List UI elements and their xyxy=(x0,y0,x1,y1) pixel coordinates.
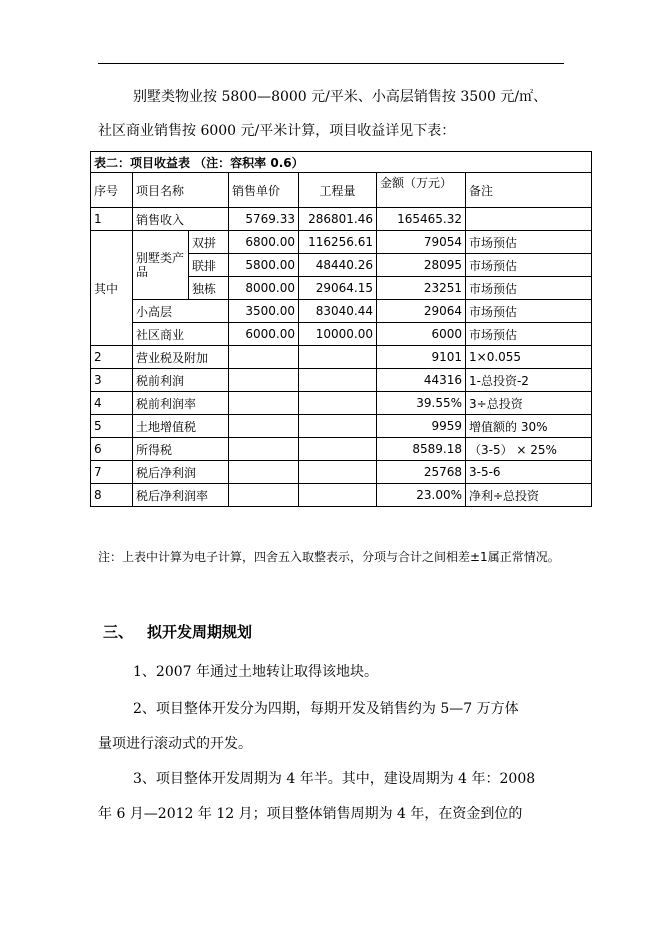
cell-amount: 23251 xyxy=(377,277,466,300)
cell-remark xyxy=(466,208,592,231)
cell-seq: 3 xyxy=(91,369,133,392)
cell-quantity: 116256.61 xyxy=(299,231,377,254)
section-number: 三、 xyxy=(103,623,134,641)
plan-item-2-line-1: 2、项目整体开发分为四期，每期开发及销售约为 5—7 万方体 xyxy=(133,701,519,717)
cell-remark: 3-5-6 xyxy=(466,461,592,484)
cell-amount: 79054 xyxy=(377,231,466,254)
cell-seq: 7 xyxy=(91,461,133,484)
revenue-table xyxy=(90,151,592,507)
table-row xyxy=(91,461,592,484)
cell-amount: 23.00% xyxy=(377,484,466,507)
cell-price: 5800.00 xyxy=(229,254,299,277)
cell-amount: 9101 xyxy=(377,346,466,369)
cell-name: 所得税 xyxy=(133,438,229,461)
cell-name: 双拼 xyxy=(189,231,229,254)
header-name: 项目名称 xyxy=(133,173,229,208)
table-row xyxy=(91,208,592,231)
cell-remark: 净利÷总投资 xyxy=(466,484,592,507)
cell-price: 6000.00 xyxy=(229,323,299,346)
header-rule xyxy=(98,63,564,64)
intro-line-2: 社区商业销售按 6000 元/平米计算，项目收益详见下表： xyxy=(98,123,456,139)
header-quantity: 工程量 xyxy=(299,173,377,208)
cell-name: 土地增值税 xyxy=(133,415,229,438)
cell-seq: 1 xyxy=(91,208,133,231)
cell-name: 小高层 xyxy=(133,300,229,323)
cell-price: 6800.00 xyxy=(229,231,299,254)
cell-seq: 4 xyxy=(91,392,133,415)
header-amount: 金额（万元） xyxy=(377,173,466,208)
cell-name: 联排 xyxy=(189,254,229,277)
cell-remark: 市场预估 xyxy=(466,254,592,277)
cell-amount: 6000 xyxy=(377,323,466,346)
cell-remark: （3-5） × 25% xyxy=(466,438,592,461)
cell-name: 销售收入 xyxy=(133,208,229,231)
cell-seq: 6 xyxy=(91,438,133,461)
cell-remark: 1-总投资-2 xyxy=(466,369,592,392)
cell-name: 税前利润 xyxy=(133,369,229,392)
cell-price: 8000.00 xyxy=(229,277,299,300)
cell-quantity: 29064.15 xyxy=(299,277,377,300)
table-header-row xyxy=(91,173,592,208)
plan-item-3-line-2: 年 6 月—2012 年 12 月；项目整体销售周期为 4 年，在资金到位的 xyxy=(98,806,523,822)
table-row xyxy=(91,231,592,254)
cell-amount: 25768 xyxy=(377,461,466,484)
table-row xyxy=(91,438,592,461)
table-row xyxy=(91,484,592,507)
cell-remark: 1×0.055 xyxy=(466,346,592,369)
cell-quantity: 48440.26 xyxy=(299,254,377,277)
cell-name: 税后净利润率 xyxy=(133,484,229,507)
cell-quantity: 286801.46 xyxy=(299,208,377,231)
villa-label: 别墅类产品 xyxy=(133,231,189,300)
cell-remark: 市场预估 xyxy=(466,277,592,300)
cell-amount: 165465.32 xyxy=(377,208,466,231)
table-row xyxy=(91,323,592,346)
cell-name: 独栋 xyxy=(189,277,229,300)
table-row xyxy=(91,369,592,392)
cell-remark: 增值额的 30% xyxy=(466,415,592,438)
cell-remark: 市场预估 xyxy=(466,323,592,346)
cell-seq: 2 xyxy=(91,346,133,369)
cell-name: 税前利润率 xyxy=(133,392,229,415)
cell-amount: 9959 xyxy=(377,415,466,438)
cell-name: 营业税及附加 xyxy=(133,346,229,369)
cell-price: 5769.33 xyxy=(229,208,299,231)
cell-remark: 3÷总投资 xyxy=(466,392,592,415)
group-label: 其中 xyxy=(91,231,133,346)
cell-seq: 8 xyxy=(91,484,133,507)
section-title: 拟开发周期规划 xyxy=(147,623,253,641)
cell-amount: 44316 xyxy=(377,369,466,392)
intro-line-1: 别墅类物业按 5800—8000 元/平米、小高层销售按 3500 元/㎡、 xyxy=(133,89,548,105)
cell-amount: 8589.18 xyxy=(377,438,466,461)
section-heading xyxy=(103,621,252,642)
cell-quantity: 83040.44 xyxy=(299,300,377,323)
table-title: 表二：项目收益表 （注：容积率 0.6） xyxy=(91,152,592,173)
cell-price: 3500.00 xyxy=(229,300,299,323)
plan-item-3-line-1: 3、项目整体开发周期为 4 年半。其中，建设周期为 4 年：2008 xyxy=(133,771,536,787)
cell-name: 税后净利润 xyxy=(133,461,229,484)
header-price: 销售单价 xyxy=(229,173,299,208)
cell-quantity: 10000.00 xyxy=(299,323,377,346)
cell-amount: 39.55% xyxy=(377,392,466,415)
header-remark: 备注 xyxy=(466,173,592,208)
table-row xyxy=(91,415,592,438)
plan-item-1: 1、2007 年通过土地转让取得该地块。 xyxy=(133,664,378,680)
header-seq: 序号 xyxy=(91,173,133,208)
table-note: 注：上表中计算为电子计算，四舍五入取整表示，分项与合计之间相差±1属正常情况。 xyxy=(98,550,560,564)
table-row xyxy=(91,346,592,369)
cell-amount: 29064 xyxy=(377,300,466,323)
table-row xyxy=(91,392,592,415)
cell-remark: 市场预估 xyxy=(466,300,592,323)
table-row xyxy=(91,300,592,323)
cell-remark: 市场预估 xyxy=(466,231,592,254)
cell-amount: 28095 xyxy=(377,254,466,277)
plan-item-2-line-2: 量项进行滚动式的开发。 xyxy=(98,736,252,752)
cell-seq: 5 xyxy=(91,415,133,438)
cell-name: 社区商业 xyxy=(133,323,229,346)
